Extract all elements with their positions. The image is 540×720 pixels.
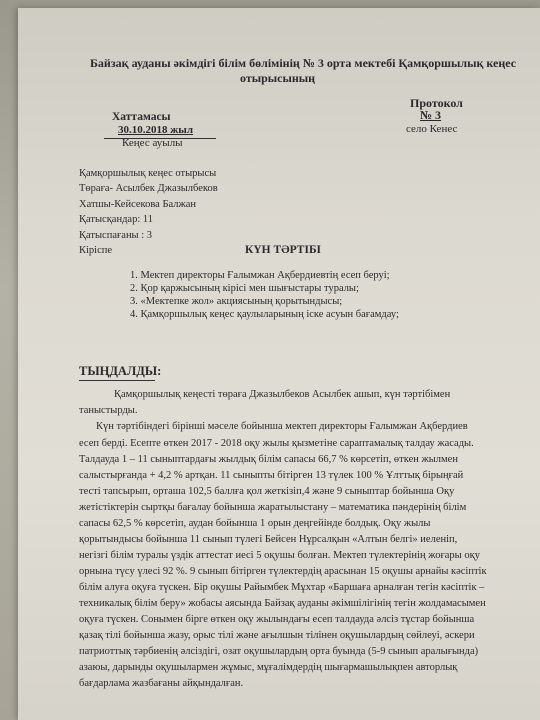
body-line: орнына түсу үлесі 92 %. 9 сынып бітірген түлектердің арасынан 15 оқушы арнайы кәсіптік [79, 566, 487, 577]
body-line: тесті тапсырып, орташа 102,5 баллға қол жеткізіп,4 және 9 сыныптар бойынша Оқу [79, 486, 455, 497]
body-line: таныстырды. [79, 405, 138, 416]
body-line: патриоттық тәрбиенің әлсіздігі, озат оқушылардың орта буында (5-9 сынып аралығында) [79, 646, 479, 657]
heard-title-underline [79, 380, 155, 381]
agenda-item: 4. Қамқоршылық кеңес қаулыларының іске асуын бағамдау; [130, 309, 399, 320]
agenda-item: 2. Қор қаржысының кірісі мен шығыстары туралы; [130, 283, 359, 294]
meeting-name: Қамқоршылық кеңес отырысы [79, 168, 217, 179]
minutes-title: Хаттамасы [112, 111, 171, 123]
school-header-subtitle: отырысының [240, 71, 316, 85]
body-line: негізгі білім туралы үздік аттестат иесі 5 оқушы болған. Мектеп түлектерінің жоғары оқу [79, 550, 480, 561]
protocol-title: Протокол [410, 96, 463, 110]
agenda-item: 3. «Мектепке жол» акциясының қорытындысы; [130, 296, 343, 307]
body-line: техникалық білім беру» жобасы аясында Байзақ ауданы әкімшілігінің тегін жолдамасымен [79, 598, 486, 609]
protocol-place: село Кенес [406, 123, 458, 135]
agenda-item: 1. Мектеп директоры Ғалымжан Ақбердиевтің есеп беруі; [130, 270, 390, 281]
attendees-count: Қатысқандар: 11 [79, 214, 153, 225]
body-line: есеп берді. Есепте өткен 2017 - 2018 оқу жылы қызметіне сараптамалық талдау жасады. [79, 438, 474, 449]
chairman: Төраға- Асылбек Джазылбеков [79, 183, 218, 194]
body-line: азаюы, дарынды оқушылармен жұмыс, мұғалімдердің шығармашылықпен авторлық [79, 662, 458, 673]
body-line: оқуға түскен. Сонымен бірге өткен оқу жылындағы есеп талдауда әлсіз тұстар бойынша [79, 614, 475, 625]
protocol-number: № 3 [420, 108, 442, 122]
school-header: Байзақ ауданы әкімдігі білім бөлімінің № 3 орта мектебі Қамқоршылық кеңес [90, 56, 517, 70]
minutes-date: 30.10.2018 жыл [118, 124, 193, 136]
secretary: Хатшы-Кейсекова Балжан [79, 199, 197, 210]
body-line: Талдауда 1 – 11 сыныптардағы жылдық білім сапасы 66,7 % көрсетіп, өткен жылмен [79, 454, 458, 465]
body-line: білім алуға оқуға түскен. Бір оқушы Райымбек Мұхтар «Баршаға арналған тегін кәсіптік – [79, 582, 485, 593]
body-line: Күн тәртібіндегі бірінші мәселе бойынша мектеп директоры Ғалымжан Ақбердиев [96, 421, 468, 432]
body-line: бағдарлама жазбағаны айқындалған. [79, 678, 244, 689]
agenda-title: КҮН ТӘРТІБІ [245, 244, 322, 256]
body-line: сапасы 62,5 % көрсетіп, аудан бойынша 1 орын деңгейінде болдық. Оқу жылы [79, 518, 431, 529]
minutes-place: Кеңес ауылы [122, 137, 183, 149]
absent-count: Қатыспағаны : 3 [79, 230, 153, 241]
body-line: қазақ тілі бойынша жазу, орыс тілі және ағылшын тілінен оқушылардың сөйлеуі, әскери [79, 630, 475, 641]
body-line: салыстырғанда + 4,2 % артқан. 11 сыныпты бітірген 13 түлек 100 % Ұлттық бірыңғай [79, 470, 464, 481]
introduction-label: Кіріспе [79, 245, 113, 256]
body-line: қорытындысы бойынша 11 сынып түлегі Бейсен Нұрсалқын «Алтын белгі» иеленіп, [79, 534, 458, 545]
body-line: Қамқоршылық кеңесті төраға Джазылбеков Асылбек ашып, күн тәртібімен [114, 389, 451, 400]
document-page [18, 8, 540, 720]
body-line: жетістіктерін сыртқы бағалау бойынша жаратылыстану – математика пәндерінің білім [79, 502, 467, 513]
heard-section-title: ТЫҢДАЛДЫ: [79, 364, 162, 378]
